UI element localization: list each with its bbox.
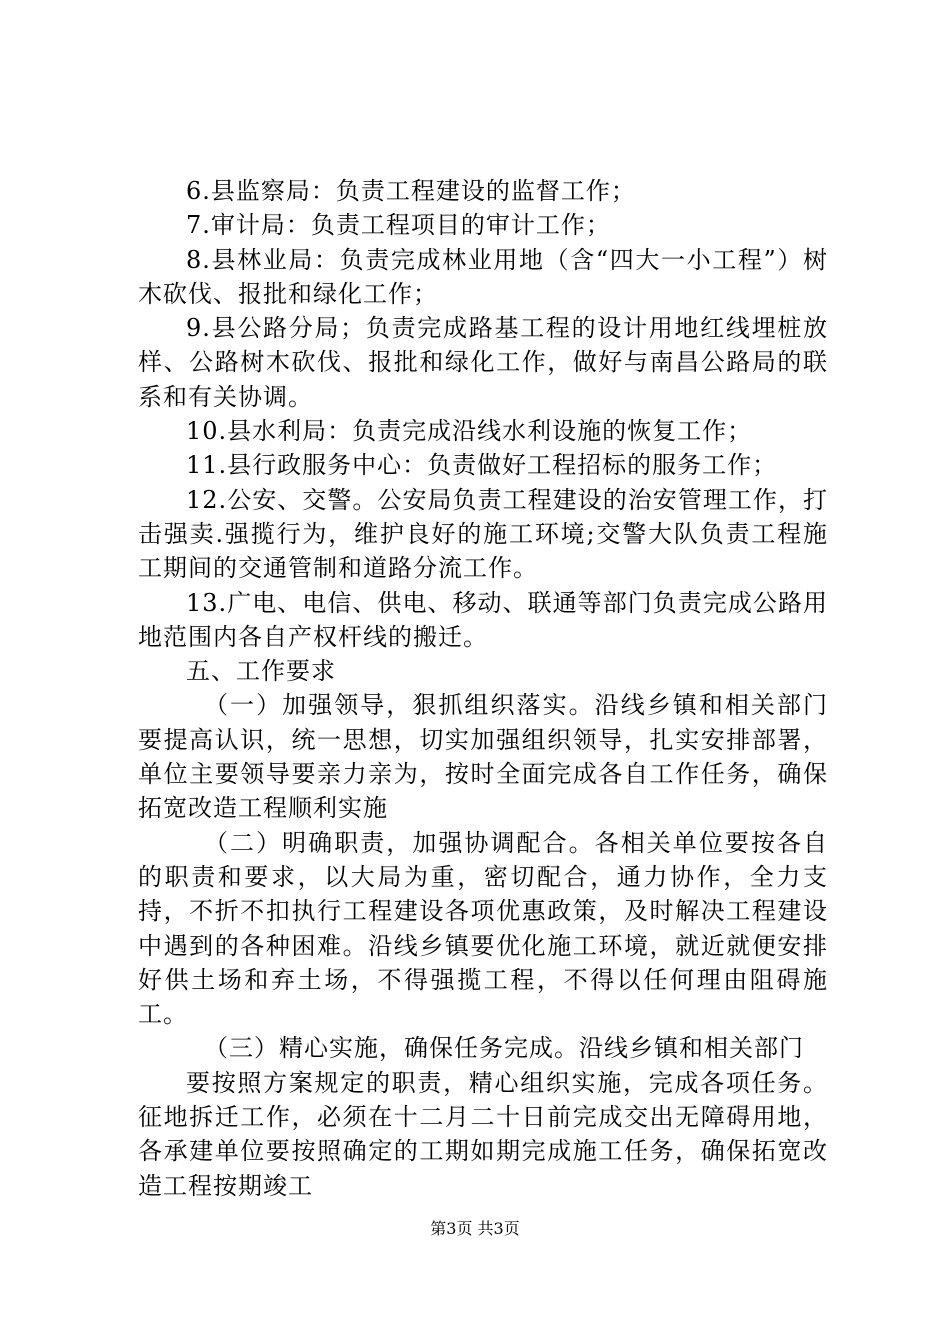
paragraph-item-13: 13.广电、电信、供电、移动、联通等部门负责完成公路用地范围内各自产权杆线的搬迁。: [138, 588, 828, 651]
requirement-paragraph-1: （一）加强领导，狠抓组织落实。沿线乡镇和相关部门要提高认识，统一思想，切实加强组织领导，扎实安排部署，单位主要领导要亲力亲为，按时全面完成各自工作任务，确保拓宽改造工程顺利实施: [138, 691, 828, 823]
document-body: [138, 174, 828, 1203]
requirement-paragraph-3: （三）精心实施，确保任务完成。沿线乡镇和相关部门: [204, 1034, 804, 1063]
paragraph-item-8: 8.县林业局：负责完成林业用地（含“四大一小工程”）树木砍伐、报批和绿化工作；: [138, 245, 828, 308]
paragraph-item-10: 10.县水利局：负责完成沿线水利设施的恢复工作；: [186, 417, 753, 446]
requirement-paragraph-2: （二）明确职责，加强协调配合。各相关单位要按各自的职责和要求，以大局为重，密切配合，通力协作，全力支持，不折不扣执行工程建设各项优惠政策，及时解决工程建设中遇到的各种困难。沿线乡镇要优化施工环境，就近就便安排好供土场和弃土场，不得强揽工程，不得以任何理由阻碍施工。: [138, 828, 828, 1029]
page-number-footer: 第3页 共3页: [430, 1219, 520, 1238]
requirement-paragraph-3-continued: 要按照方案规定的职责，精心组织实施，完成各项任务。征地拆迁工作，必须在十二月二十日前完成交出无障碍用地，各承建单位要按照确定的工期如期完成施工任务，确保拓宽改造工程按期竣工: [138, 1068, 828, 1200]
paragraph-item-12: 12.公安、交警。公安局负责工程建设的治安管理工作，打击强卖.强揽行为，维护良好的施工环境;交警大队负责工程施工期间的交通管制和道路分流工作。: [138, 485, 828, 583]
paragraph-item-7: 7.审计局：负责工程项目的审计工作；: [186, 211, 611, 240]
paragraph-item-9: 9.县公路分局；负责完成路基工程的设计用地红线埋桩放样、公路树木砍伐、报批和绿化工作，做好与南昌公路局的联系和有关协调。: [138, 314, 828, 411]
section-heading-work-requirements: 五、工作要求: [186, 657, 336, 686]
paragraph-item-11: 11.县行政服务中心：负责做好工程招标的服务工作；: [186, 451, 778, 480]
paragraph-item-6: 6.县监察局：负责工程建设的监督工作；: [186, 177, 636, 205]
